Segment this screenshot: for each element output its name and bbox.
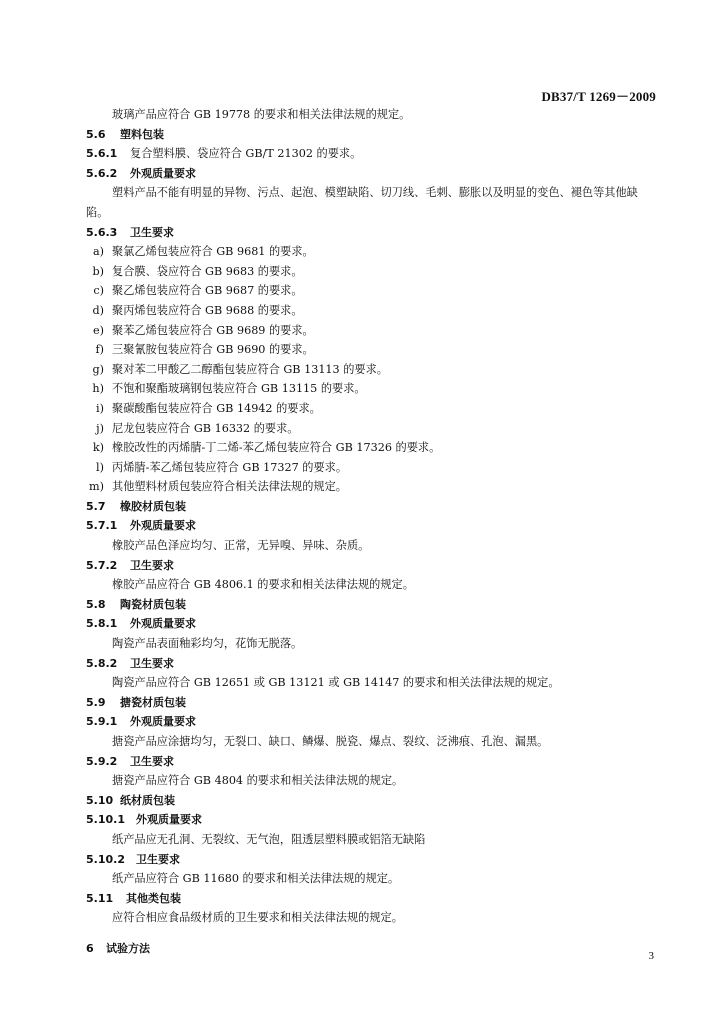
paragraph: 橡胶产品色泽应均匀、正常，无异嗅、异味、杂质。 — [112, 539, 370, 553]
list-item — [86, 281, 656, 301]
list-text: 聚对苯二甲酸乙二醇酯包装应符合 GB 13113 的要求。 — [112, 362, 388, 376]
subsection-heading — [86, 810, 656, 830]
list-item — [86, 477, 656, 497]
document-code: DB37/T 1269－2009 — [541, 89, 656, 104]
subsection-number: 5.6.3 — [86, 225, 118, 239]
subsection-title: 外观质量要求 — [130, 617, 196, 631]
list-item — [86, 360, 656, 380]
section-number: 5.6 — [86, 127, 106, 141]
section-number: 5.8 — [86, 597, 106, 611]
subsection-heading — [86, 223, 656, 243]
subsection-heading — [86, 516, 656, 536]
clause — [86, 144, 656, 164]
list-item — [86, 301, 656, 321]
paragraph: 应符合相应食品级材质的卫生要求和相关法律法规的规定。 — [112, 911, 403, 925]
paragraph: 陶瓷产品表面釉彩均匀，花饰无脱落。 — [112, 637, 303, 651]
section-heading — [86, 791, 656, 811]
section-number: 5.7 — [86, 499, 106, 513]
list-marker: e) — [93, 323, 104, 337]
list-marker: f) — [95, 343, 104, 357]
chapter-heading — [86, 939, 656, 959]
section-heading — [86, 497, 656, 517]
section-number: 5.11 — [86, 891, 114, 905]
list-marker: l) — [96, 460, 104, 474]
requirement-list — [86, 242, 656, 497]
section-number: 5.10 — [86, 793, 114, 807]
subsection-number: 5.9.1 — [86, 715, 118, 729]
list-marker: h) — [92, 382, 104, 396]
list-marker: d) — [92, 303, 104, 317]
subsection-title: 卫生要求 — [130, 225, 174, 239]
list-item — [86, 379, 656, 399]
list-text: 聚乙烯包装应符合 GB 9687 的要求。 — [112, 284, 303, 298]
list-text: 橡胶改性的丙烯腈-丁二烯-苯乙烯包装应符合 GB 17326 的要求。 — [112, 441, 441, 455]
list-text: 聚苯乙烯包装应符合 GB 9689 的要求。 — [112, 323, 314, 337]
list-item — [86, 458, 656, 478]
paragraph-text: 塑料产品不能有明显的异物、污点、起泡、模塑缺陷、切刀线、毛刺、膨胀以及明显的变色、褪色等其他缺陷。 — [86, 186, 638, 219]
list-marker: m) — [89, 480, 104, 494]
list-marker: b) — [92, 264, 104, 278]
list-marker: g) — [92, 362, 104, 376]
subsection-title: 外观质量要求 — [130, 519, 196, 533]
subsection-heading — [86, 556, 656, 576]
section-heading — [86, 125, 656, 145]
list-text: 其他塑料材质包装应符合相关法律法规的规定。 — [112, 480, 347, 494]
list-marker: i) — [96, 401, 104, 415]
subsection-number: 5.7.2 — [86, 558, 118, 572]
subsection-number: 5.9.2 — [86, 754, 118, 768]
section-heading — [86, 595, 656, 615]
document-body — [86, 105, 656, 959]
subsection-heading — [86, 654, 656, 674]
list-marker: j) — [96, 421, 104, 435]
section-title: 陶瓷材质包装 — [120, 597, 186, 611]
list-marker: c) — [93, 284, 104, 298]
paragraph: 陶瓷产品应符合 GB 12651 或 GB 13121 或 GB 14147 的要求和相关法律法规的规定。 — [112, 676, 560, 690]
list-item — [86, 242, 656, 262]
paragraph: 搪瓷产品应涂搪均匀，无裂口、缺口、鳞爆、脱瓷、爆点、裂纹、泛沸痕、孔泡、漏黑。 — [112, 735, 549, 748]
chapter-number: 6 — [86, 941, 94, 955]
paragraph: 纸产品应符合 GB 11680 的要求和相关法律法规的规定。 — [112, 872, 400, 886]
subsection-number: 5.8.2 — [86, 656, 118, 670]
paragraph: 搪瓷产品应符合 GB 4804 的要求和相关法律法规的规定。 — [112, 774, 404, 788]
subsection-title: 卫生要求 — [136, 852, 180, 866]
list-text: 聚氯乙烯包装应符合 GB 9681 的要求。 — [112, 245, 314, 259]
subsection-number: 5.10.1 — [86, 813, 125, 827]
section-title: 纸材质包装 — [120, 793, 175, 807]
subsection-heading — [86, 850, 656, 870]
list-marker: k) — [92, 441, 104, 455]
list-text: 聚丙烯包装应符合 GB 9688 的要求。 — [112, 303, 303, 317]
subsection-number: 5.6.2 — [86, 166, 118, 180]
paragraph: 橡胶产品应符合 GB 4806.1 的要求和相关法律法规的规定。 — [112, 578, 414, 592]
list-item — [86, 419, 656, 439]
subsection-title: 卫生要求 — [130, 558, 174, 572]
subsection-number: 5.10.2 — [86, 852, 125, 866]
section-title: 其他类包装 — [126, 891, 181, 905]
subsection-heading — [86, 712, 656, 732]
subsection-heading — [86, 164, 656, 184]
subsection-number: 5.7.1 — [86, 519, 118, 533]
chapter-title: 试验方法 — [106, 941, 150, 955]
subsection-title: 外观质量要求 — [136, 813, 202, 827]
subsection-title: 外观质量要求 — [130, 166, 196, 180]
list-item — [86, 321, 656, 341]
page-number: 3 — [648, 950, 654, 962]
subsection-title: 卫生要求 — [130, 754, 174, 768]
spacer — [86, 928, 656, 939]
paragraph — [86, 183, 656, 222]
subsection-heading — [86, 614, 656, 634]
section-title: 塑料包装 — [120, 127, 164, 141]
list-text: 三聚氰胺包装应符合 GB 9690 的要求。 — [112, 343, 314, 357]
section-title: 搪瓷材质包装 — [120, 695, 186, 709]
list-item — [86, 340, 656, 360]
list-item — [86, 399, 656, 419]
subsection-heading — [86, 752, 656, 772]
clause-number: 5.6.1 — [86, 147, 118, 161]
section-number: 5.9 — [86, 695, 106, 709]
list-text: 尼龙包装应符合 GB 16332 的要求。 — [112, 421, 299, 435]
subsection-title: 卫生要求 — [130, 656, 174, 670]
section-title: 橡胶材质包装 — [120, 499, 186, 513]
list-text: 聚碳酸酯包装应符合 GB 14942 的要求。 — [112, 401, 321, 415]
subsection-title: 外观质量要求 — [130, 715, 196, 729]
list-text: 丙烯腈-苯乙烯包装应符合 GB 17327 的要求。 — [112, 460, 348, 474]
section-heading — [86, 889, 656, 909]
clause-text: 复合塑料膜、袋应符合 GB/T 21302 的要求。 — [130, 147, 362, 161]
subsection-number: 5.8.1 — [86, 617, 118, 631]
list-text: 复合膜、袋应符合 GB 9683 的要求。 — [112, 264, 303, 278]
paragraph: 纸产品应无孔洞、无裂纹、无气泡，阻透层塑料膜或铝箔无缺陷 — [112, 832, 426, 846]
paragraph: 玻璃产品应符合 GB 19778 的要求和相关法律法规的规定。 — [112, 108, 411, 121]
list-text: 不饱和聚酯玻璃钢包装应符合 GB 13115 的要求。 — [112, 382, 366, 396]
list-marker: a) — [92, 245, 104, 259]
list-item — [86, 262, 656, 282]
section-heading — [86, 693, 656, 713]
list-item — [86, 438, 656, 458]
